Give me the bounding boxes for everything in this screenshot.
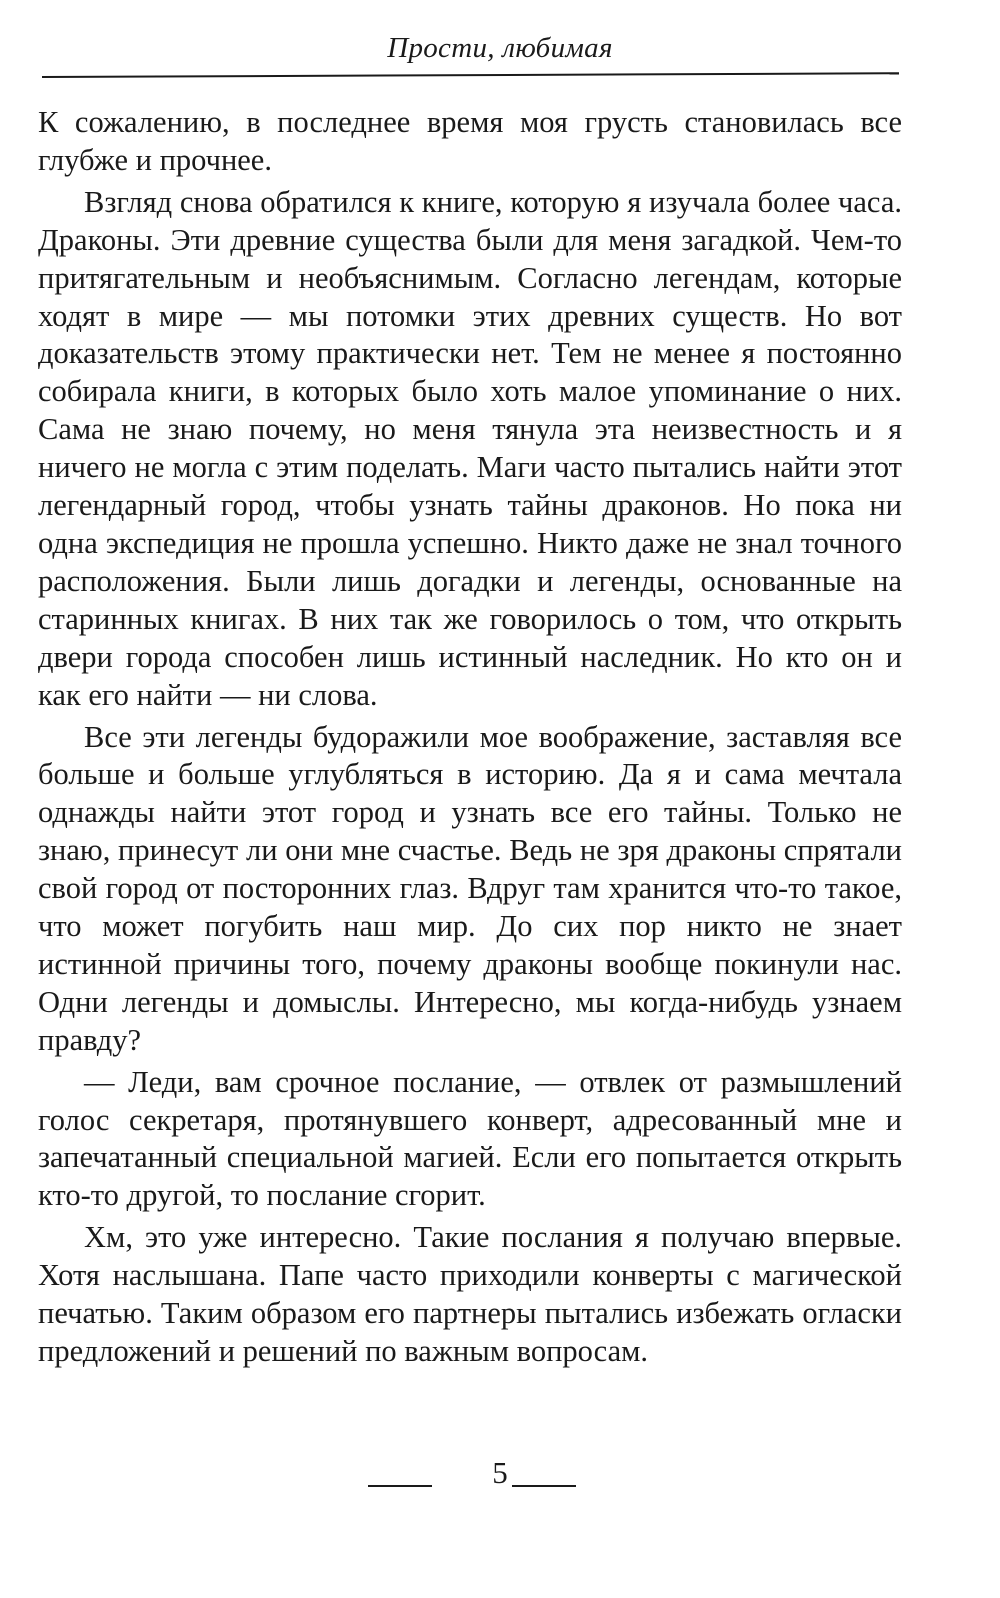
folio-rule-right bbox=[512, 1485, 576, 1487]
header-rule bbox=[42, 72, 899, 78]
paragraph-1: К сожалению, в последнее время моя грусть становилась все глубже и прочнее. bbox=[38, 105, 902, 177]
body-text bbox=[38, 104, 902, 1371]
paragraph-4: — Леди, вам срочное послание, — отвлек от размышлений голос секретаря, протянувшего конверт, адресованный мне и запечатанный специальной магией. Если его попытается открыть кто-то другой, то послание сгорит. bbox=[38, 1064, 902, 1213]
paragraph-3: Все эти легенды будоражили мое воображение, заставляя все больше и больше углубляться в историю. Да я и сама мечтала однажды найти этот город и узнать все его тайны. Только не знаю, принесут ли они мне счастье. Ведь не зря драконы спрятали свой город от посторонних глаз. Вдруг там хранится что-то такое, что может погубить наш мир. До сих пор никто не знает истинной причины того, почему драконы вообще покинули нас. Одни легенды и домыслы. Интересно, мы когда-нибудь узнаем правду? bbox=[38, 719, 902, 1057]
running-head: Прости, любимая bbox=[387, 32, 613, 64]
paragraph-2: Взгляд снова обратился к книге, которую я изучала более часа. Драконы. Эти древние существа были для меня загадкой. Чем-то притягательным и необъяснимым. Согласно легендам, которые ходят в мире — мы потомки этих древних существ. Но вот доказательств этому практически нет. Тем не менее я постоянно собирала книги, в которых было хоть малое упоминание о них. Сама не знаю почему, но меня тянула эта неизвестность и я ничего не могла с этим поделать. Маги часто пытались найти этот легендарный город, чтобы узнать тайны драконов. Но пока ни одна экспедиция не прошла успешно. Никто даже не знал точного расположения. Были лишь догадки и легенды, основанные на старинных книгах. В них так же говорилось о том, что открыть двери города способен лишь истинный наследник. Но кто он и как его найти — ни слова. bbox=[38, 184, 902, 712]
page-number: 5 bbox=[492, 1455, 508, 1490]
paragraph-5: Хм, это уже интересно. Такие послания я получаю впервые. Хотя наслышана. Папе часто приходили конверты с магической печатью. Таким образом его партнеры пытались избежать огласки предложений и решений по важным вопросам. bbox=[38, 1220, 902, 1368]
